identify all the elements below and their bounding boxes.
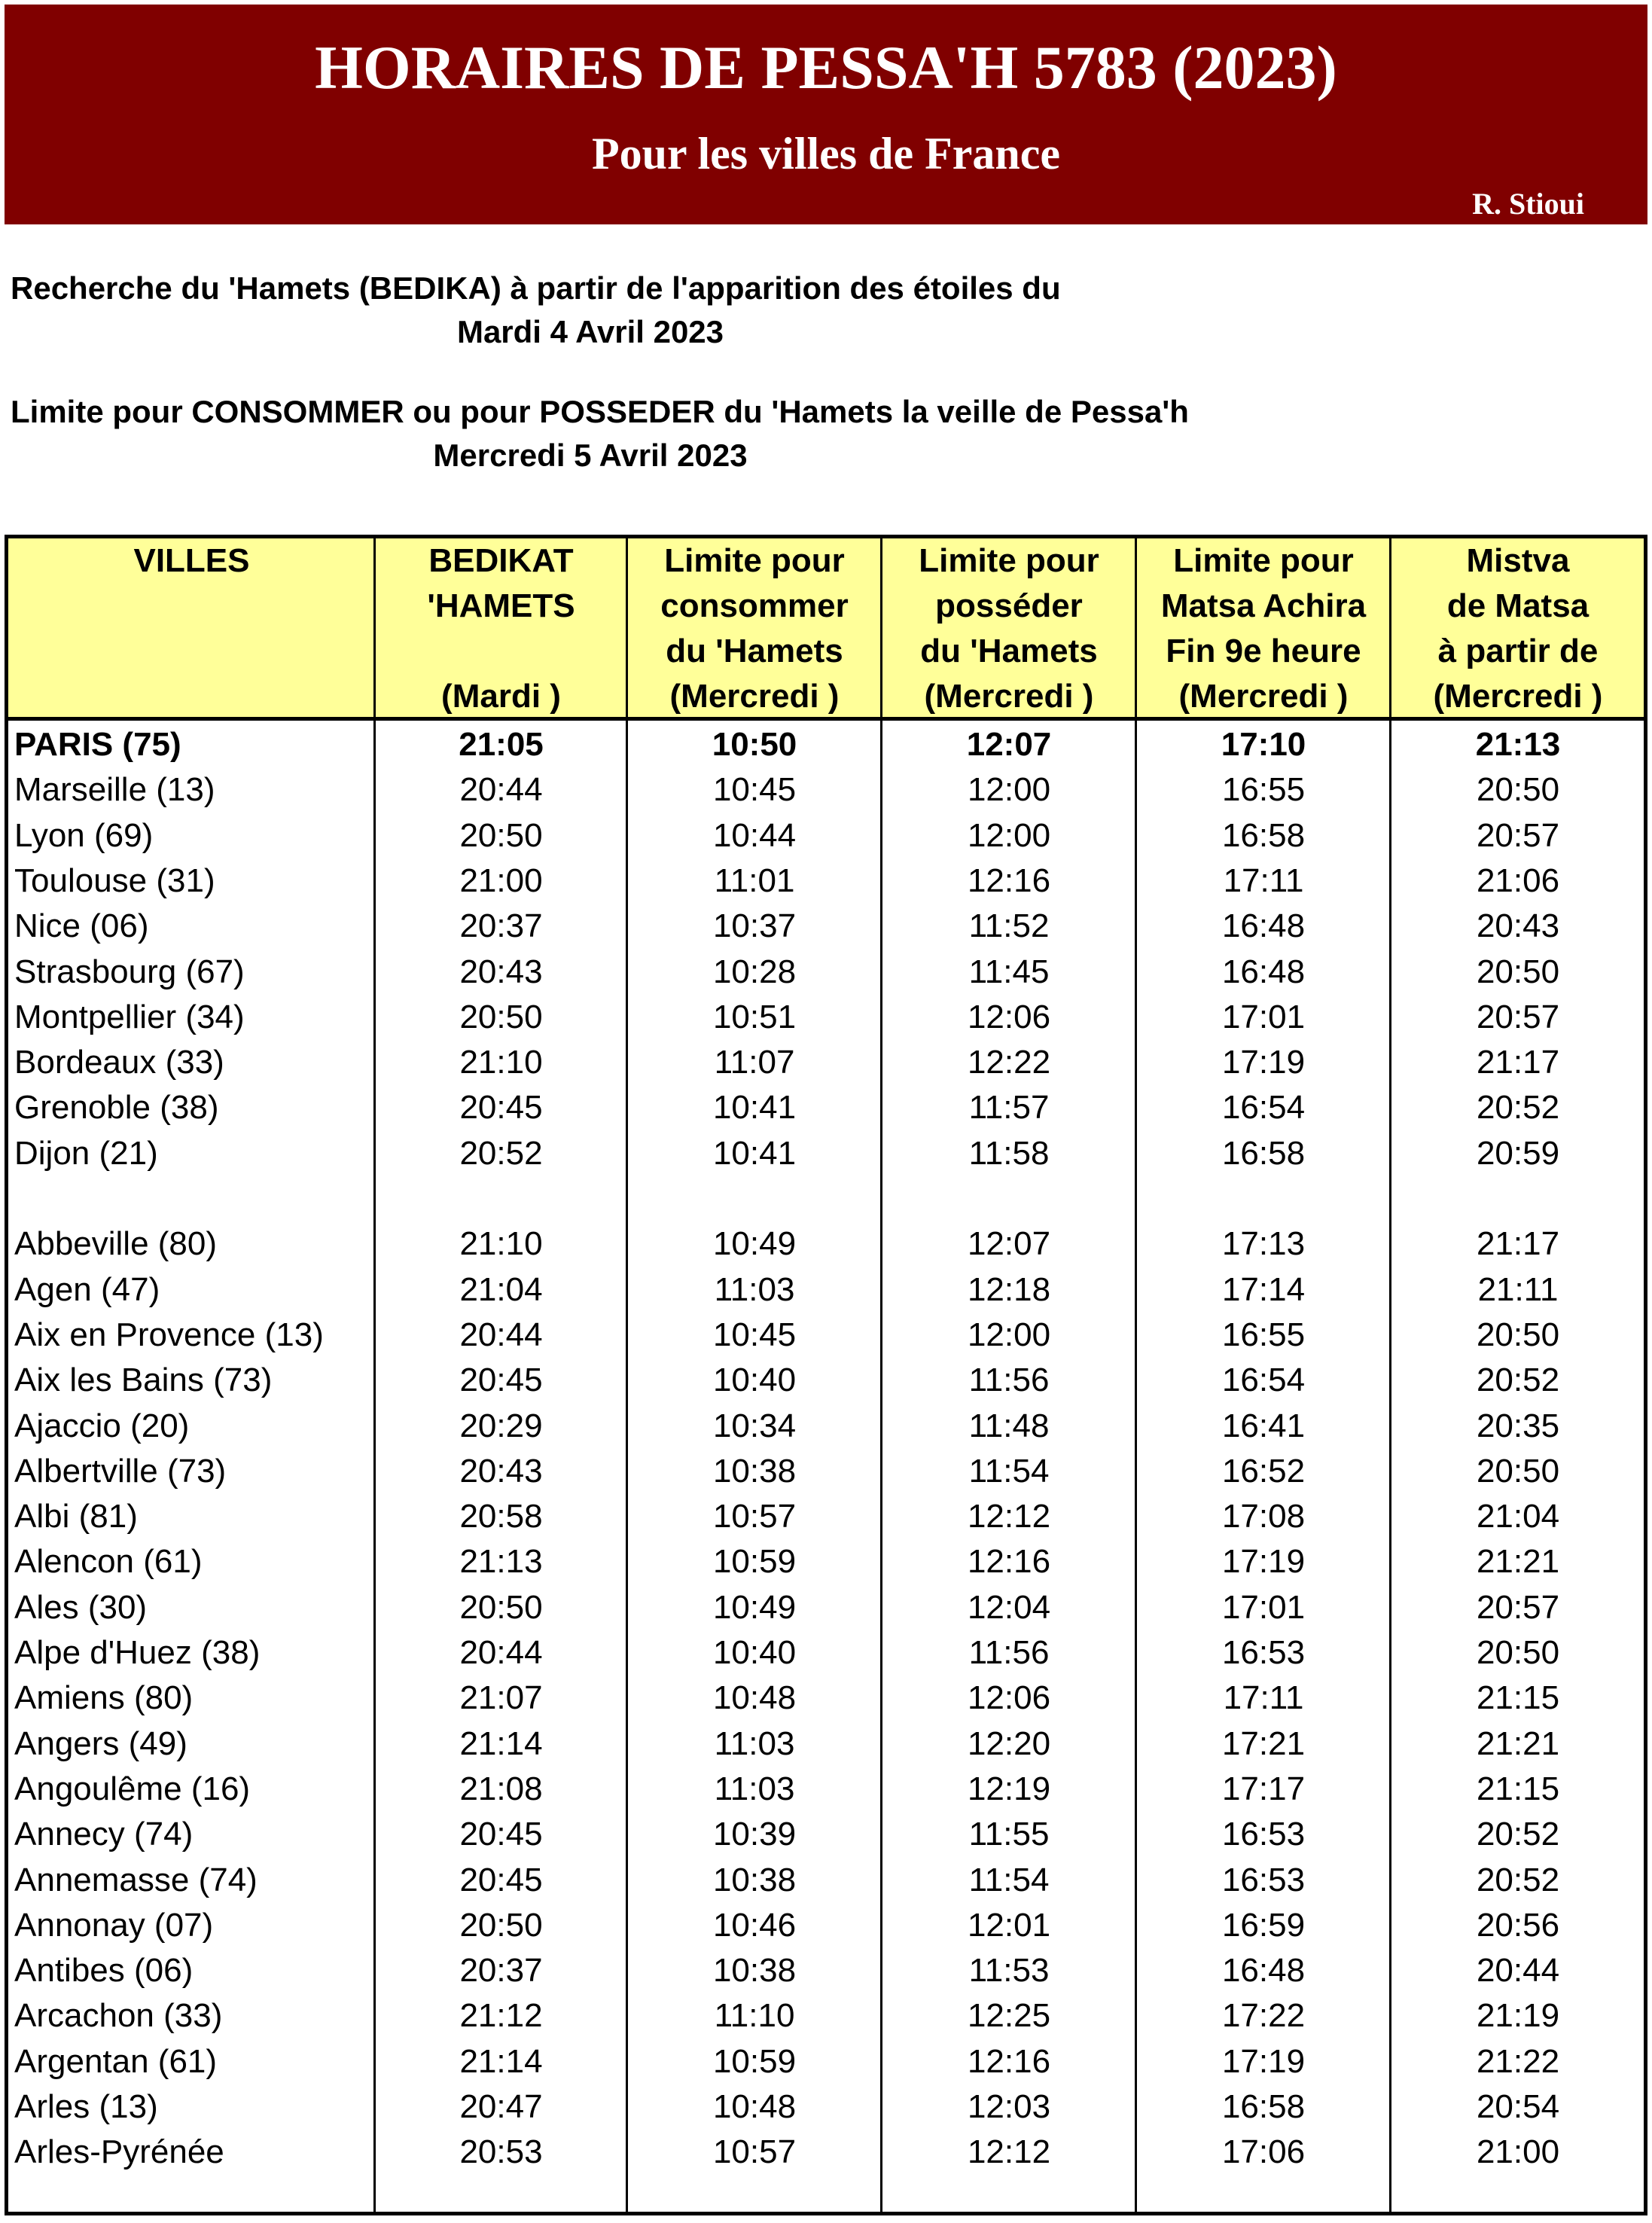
time-matsa-achira: 16:55 (1221, 1316, 1306, 1353)
time-mitsva-matsa: 20:54 (1476, 2088, 1560, 2125)
time-mitsva-matsa: 21:15 (1476, 1679, 1560, 1717)
time-limite-consommer: 11:10 (714, 1997, 795, 2035)
time-mitsva-matsa: 20:52 (1476, 1816, 1560, 1853)
table-row (8, 813, 1644, 858)
table-row (8, 767, 1644, 813)
city-name: Ajaccio (20) (14, 1407, 190, 1444)
time-limite-consommer: 11:07 (714, 1044, 795, 1081)
time-limite-posseder: 12:12 (967, 2133, 1051, 2171)
time-mitsva-matsa: 21:17 (1476, 1044, 1560, 1081)
bedika-intro-date: Mardi 4 Avril 2023 (456, 314, 724, 349)
column-divider (1389, 538, 1391, 2212)
time-matsa-achira: 16:53 (1221, 1634, 1306, 1671)
city-name: Angers (49) (14, 1724, 187, 1762)
time-limite-consommer: 10:59 (712, 2042, 797, 2080)
time-limite-consommer: 10:57 (712, 2133, 797, 2171)
time-mitsva-matsa: 20:50 (1476, 1452, 1560, 1490)
column-header-line: de Matsa (1446, 587, 1590, 624)
time-mitsva-matsa: 20:35 (1476, 1407, 1560, 1444)
limit-intro-text: Limite pour CONSOMMER ou pour POSSEDER du 'Hamets la veille de Pessa'h (11, 394, 1189, 429)
time-matsa-achira: 17:22 (1221, 1997, 1306, 2035)
time-bedikat-hamets: 21:14 (459, 1724, 543, 1762)
column-header-line: Limite pour (919, 542, 1099, 579)
table-header (8, 538, 1644, 721)
time-limite-posseder: 11:56 (968, 1634, 1050, 1671)
time-limite-posseder: 11:52 (968, 907, 1050, 945)
time-bedikat-hamets: 20:44 (459, 1634, 543, 1671)
time-limite-posseder: 12:16 (967, 2042, 1051, 2080)
time-matsa-achira: 16:58 (1221, 2088, 1306, 2125)
time-mitsva-matsa: 20:44 (1476, 1952, 1560, 1990)
time-matsa-achira: 17:08 (1221, 1498, 1306, 1535)
timetable (5, 535, 1647, 2215)
table-row (8, 1085, 1644, 1130)
time-bedikat-hamets: 21:10 (459, 1225, 543, 1263)
table-row (8, 1767, 1644, 1812)
time-limite-posseder: 11:45 (968, 953, 1050, 990)
time-limite-posseder: 11:53 (968, 1952, 1050, 1990)
time-limite-consommer: 10:40 (712, 1362, 797, 1399)
time-limite-consommer: 11:01 (714, 861, 795, 899)
time-matsa-achira: 17:10 (1221, 726, 1306, 763)
time-mitsva-matsa: 20:50 (1476, 953, 1560, 990)
time-limite-consommer: 10:38 (712, 1452, 797, 1490)
time-matsa-achira: 16:52 (1221, 1452, 1306, 1490)
column-divider (1135, 538, 1137, 2212)
column-header-line: consommer (660, 587, 849, 624)
time-limite-posseder: 12:07 (966, 726, 1052, 763)
time-bedikat-hamets: 20:58 (459, 1498, 543, 1535)
time-bedikat-hamets: 20:47 (459, 2088, 543, 2125)
table-row (8, 1131, 1644, 1176)
time-matsa-achira: 16:59 (1221, 1906, 1306, 1944)
table-row (8, 1903, 1644, 1948)
city-name: Antibes (06) (14, 1952, 194, 1990)
time-bedikat-hamets: 21:10 (459, 1044, 543, 1081)
table-row (8, 1404, 1644, 1449)
column-header-line: BEDIKAT (428, 542, 574, 579)
time-matsa-achira: 16:48 (1221, 953, 1306, 990)
time-bedikat-hamets: 20:37 (459, 907, 543, 945)
table-row (8, 1539, 1644, 1584)
table-row (8, 2130, 1644, 2175)
table-row (8, 722, 1644, 767)
city-name: Aix en Provence (13) (14, 1316, 324, 1353)
city-name: Argentan (61) (14, 2042, 218, 2080)
table-row (8, 1721, 1644, 1767)
time-bedikat-hamets: 20:44 (459, 1316, 543, 1353)
time-matsa-achira: 16:58 (1221, 816, 1306, 854)
time-mitsva-matsa: 21:22 (1476, 2042, 1560, 2080)
time-mitsva-matsa: 21:19 (1476, 1997, 1560, 2035)
time-limite-posseder: 11:56 (968, 1362, 1050, 1399)
time-limite-consommer: 10:38 (712, 1952, 797, 1990)
table-row (8, 1313, 1644, 1358)
time-limite-consommer: 10:59 (712, 1543, 797, 1581)
time-limite-posseder: 12:00 (967, 816, 1051, 854)
column-header-matsa-achira (1136, 538, 1391, 717)
limit-intro (11, 390, 1230, 477)
column-header-bedikat-hamets (375, 538, 627, 717)
time-matsa-achira: 17:11 (1223, 861, 1304, 899)
time-bedikat-hamets: 20:43 (459, 1452, 543, 1490)
city-name: Aix les Bains (73) (14, 1362, 273, 1399)
city-name: Alpe d'Huez (38) (14, 1634, 261, 1671)
time-matsa-achira: 16:58 (1221, 1134, 1306, 1172)
time-mitsva-matsa: 20:50 (1476, 1316, 1560, 1353)
time-limite-posseder: 12:06 (967, 998, 1051, 1035)
time-limite-consommer: 10:48 (712, 1679, 797, 1717)
time-matsa-achira: 17:19 (1221, 1543, 1306, 1581)
table-row (8, 1449, 1644, 1494)
time-limite-posseder: 12:20 (967, 1724, 1051, 1762)
time-limite-posseder: 11:54 (968, 1861, 1050, 1898)
city-name: Lyon (69) (14, 816, 154, 854)
city-name: Bordeaux (33) (14, 1044, 224, 1081)
time-matsa-achira: 17:19 (1221, 2042, 1306, 2080)
time-mitsva-matsa: 21:04 (1476, 1498, 1560, 1535)
bedika-intro (11, 267, 1170, 354)
table-row (8, 1630, 1644, 1676)
time-limite-consommer: 10:45 (712, 771, 797, 809)
time-limite-consommer: 10:37 (712, 907, 797, 945)
table-row (8, 1267, 1644, 1313)
time-bedikat-hamets: 20:50 (459, 816, 543, 854)
time-limite-consommer: 11:03 (714, 1270, 795, 1308)
time-mitsva-matsa: 20:59 (1476, 1134, 1560, 1172)
table-row (8, 1993, 1644, 2039)
city-name: Arles-Pyrénée (14, 2133, 224, 2171)
time-bedikat-hamets: 20:44 (459, 771, 543, 809)
time-limite-posseder: 12:04 (967, 1588, 1051, 1626)
time-mitsva-matsa: 20:56 (1476, 1906, 1560, 1944)
column-header-day: (Mercredi ) (924, 678, 1094, 715)
time-matsa-achira: 16:41 (1221, 1407, 1306, 1444)
time-limite-posseder: 12:19 (967, 1770, 1051, 1807)
time-limite-consommer: 10:49 (712, 1225, 797, 1263)
time-limite-consommer: 10:57 (712, 1498, 797, 1535)
author-credit: R. Stioui (1472, 187, 1584, 221)
city-name: Agen (47) (14, 1270, 160, 1308)
time-limite-posseder: 12:18 (967, 1270, 1051, 1308)
time-limite-consommer: 10:49 (712, 1588, 797, 1626)
time-matsa-achira: 16:54 (1221, 1089, 1306, 1127)
time-limite-consommer: 10:44 (712, 816, 797, 854)
city-name: Toulouse (31) (14, 861, 215, 899)
time-bedikat-hamets: 20:53 (459, 2133, 543, 2171)
time-matsa-achira: 17:06 (1221, 2133, 1306, 2171)
time-limite-posseder: 12:03 (967, 2088, 1051, 2125)
column-header-line: posséder (935, 587, 1083, 624)
time-limite-consommer: 10:50 (712, 726, 797, 763)
time-limite-consommer: 10:48 (712, 2088, 797, 2125)
city-name: Montpellier (34) (14, 998, 245, 1035)
time-mitsva-matsa: 21:06 (1476, 861, 1560, 899)
city-name: Abbeville (80) (14, 1225, 218, 1263)
time-bedikat-hamets: 21:12 (459, 1997, 543, 2035)
city-name: Dijon (21) (14, 1134, 158, 1172)
time-bedikat-hamets: 21:08 (459, 1770, 543, 1807)
city-name: Strasbourg (67) (14, 953, 245, 990)
time-limite-posseder: 12:00 (967, 1316, 1051, 1353)
column-header-limite-posseder (882, 538, 1136, 717)
time-matsa-achira: 17:01 (1221, 998, 1306, 1035)
page-title: HORAIRES DE PESSA'H 5783 (2023) (315, 33, 1337, 102)
column-header-line: Limite pour (664, 542, 845, 579)
time-limite-posseder: 12:00 (967, 771, 1051, 809)
time-limite-consommer: 10:41 (712, 1089, 797, 1127)
time-limite-consommer: 10:46 (712, 1906, 797, 1944)
time-mitsva-matsa: 20:52 (1476, 1861, 1560, 1898)
time-limite-posseder: 12:01 (967, 1906, 1051, 1944)
time-limite-posseder: 12:16 (967, 1543, 1051, 1581)
time-mitsva-matsa: 21:15 (1476, 1770, 1560, 1807)
bedika-intro-text: Recherche du 'Hamets (BEDIKA) à partir de l'apparition des étoiles du (11, 270, 1061, 306)
time-bedikat-hamets: 20:29 (459, 1407, 543, 1444)
table-row (8, 1221, 1644, 1267)
time-matsa-achira: 17:19 (1221, 1044, 1306, 1081)
city-name: Albi (81) (14, 1498, 138, 1535)
city-name: Amiens (80) (14, 1679, 194, 1717)
city-name: PARIS (75) (14, 726, 181, 763)
column-divider (880, 538, 882, 2212)
column-header-line: Fin 9e heure (1166, 633, 1361, 669)
table-row (8, 1040, 1644, 1085)
time-limite-consommer: 10:45 (712, 1316, 797, 1353)
time-limite-posseder: 12:06 (967, 1679, 1051, 1717)
column-header-limite-consommer (627, 538, 882, 717)
table-row (8, 1676, 1644, 1721)
time-limite-consommer: 10:28 (712, 953, 797, 990)
column-header-line: VILLES (133, 542, 250, 579)
time-bedikat-hamets: 20:45 (459, 1089, 543, 1127)
time-bedikat-hamets: 21:00 (459, 861, 543, 899)
time-mitsva-matsa: 21:00 (1476, 2133, 1560, 2171)
time-limite-posseder: 12:07 (967, 1225, 1051, 1263)
time-matsa-achira: 16:53 (1221, 1816, 1306, 1853)
time-bedikat-hamets: 21:14 (459, 2042, 543, 2080)
table-row (8, 1812, 1644, 1857)
time-bedikat-hamets: 20:45 (459, 1816, 543, 1853)
time-bedikat-hamets: 20:37 (459, 1952, 543, 1990)
time-bedikat-hamets: 20:43 (459, 953, 543, 990)
time-matsa-achira: 16:48 (1221, 1952, 1306, 1990)
table-row (8, 2084, 1644, 2130)
table-row (8, 904, 1644, 949)
time-bedikat-hamets: 20:52 (459, 1134, 543, 1172)
time-limite-posseder: 11:57 (968, 1089, 1050, 1127)
time-bedikat-hamets: 20:50 (459, 1906, 543, 1944)
column-header-line: 'HAMETS (427, 587, 575, 624)
time-matsa-achira: 16:48 (1221, 907, 1306, 945)
city-name: Albertville (73) (14, 1452, 227, 1490)
time-mitsva-matsa: 20:52 (1476, 1089, 1560, 1127)
time-matsa-achira: 17:13 (1221, 1225, 1306, 1263)
column-header-line: du 'Hamets (920, 633, 1098, 669)
time-matsa-achira: 17:21 (1221, 1724, 1306, 1762)
time-mitsva-matsa: 20:57 (1476, 998, 1560, 1035)
column-header-day: (Mercredi ) (1433, 678, 1603, 715)
table-row (8, 1858, 1644, 1903)
column-header-line: à partir de (1437, 633, 1599, 669)
title-banner (5, 5, 1647, 224)
time-mitsva-matsa: 20:43 (1476, 907, 1560, 945)
time-mitsva-matsa: 21:21 (1476, 1724, 1560, 1762)
time-limite-consommer: 10:41 (712, 1134, 797, 1172)
city-name: Alencon (61) (14, 1543, 203, 1581)
time-mitsva-matsa: 21:21 (1476, 1543, 1560, 1581)
table-row (8, 2039, 1644, 2084)
city-name: Annemasse (74) (14, 1861, 258, 1898)
city-name: Annecy (74) (14, 1816, 194, 1853)
limit-intro-date: Mercredi 5 Avril 2023 (433, 438, 748, 473)
column-header-day: (Mardi ) (441, 678, 561, 715)
table-row (8, 1585, 1644, 1630)
time-limite-posseder: 11:55 (968, 1816, 1050, 1853)
time-bedikat-hamets: 20:50 (459, 998, 543, 1035)
column-header-villes (8, 538, 375, 717)
time-matsa-achira: 17:11 (1223, 1679, 1304, 1717)
column-header-mitsva-matsa (1391, 538, 1645, 717)
table-row (8, 1358, 1644, 1403)
column-header-day: (Mercredi ) (1178, 678, 1349, 715)
column-header-line: Matsa Achira (1160, 587, 1367, 624)
time-matsa-achira: 16:54 (1221, 1362, 1306, 1399)
time-matsa-achira: 16:55 (1221, 771, 1306, 809)
time-mitsva-matsa: 21:13 (1475, 726, 1561, 763)
city-name: Annonay (07) (14, 1906, 214, 1944)
time-limite-posseder: 12:16 (967, 861, 1051, 899)
time-limite-consommer: 10:40 (712, 1634, 797, 1671)
time-limite-posseder: 11:54 (968, 1452, 1050, 1490)
time-mitsva-matsa: 20:50 (1476, 771, 1560, 809)
time-limite-posseder: 11:48 (968, 1407, 1050, 1444)
time-mitsva-matsa: 20:57 (1476, 1588, 1560, 1626)
time-limite-posseder: 12:25 (967, 1997, 1051, 2035)
time-matsa-achira: 17:17 (1221, 1770, 1306, 1807)
time-bedikat-hamets: 20:45 (459, 1362, 543, 1399)
time-matsa-achira: 17:01 (1221, 1588, 1306, 1626)
column-divider (626, 538, 628, 2212)
time-matsa-achira: 17:14 (1221, 1270, 1306, 1308)
time-limite-consommer: 10:34 (712, 1407, 797, 1444)
table-row (8, 858, 1644, 904)
time-bedikat-hamets: 21:05 (459, 726, 544, 763)
column-header-line: Mistva (1466, 542, 1570, 579)
time-bedikat-hamets: 20:50 (459, 1588, 543, 1626)
city-name: Marseille (13) (14, 771, 215, 809)
page-subtitle: Pour les villes de France (591, 129, 1061, 178)
time-mitsva-matsa: 20:50 (1476, 1634, 1560, 1671)
time-limite-consommer: 10:51 (712, 998, 797, 1035)
time-limite-posseder: 12:12 (967, 1498, 1051, 1535)
time-bedikat-hamets: 21:04 (459, 1270, 543, 1308)
column-header-line: Limite pour (1173, 542, 1354, 579)
time-limite-posseder: 12:22 (967, 1044, 1051, 1081)
table-row (8, 995, 1644, 1040)
table-row (8, 950, 1644, 995)
time-bedikat-hamets: 21:07 (459, 1679, 543, 1717)
city-name: Nice (06) (14, 907, 149, 945)
table-row (8, 1494, 1644, 1539)
time-mitsva-matsa: 21:17 (1476, 1225, 1560, 1263)
time-mitsva-matsa: 20:57 (1476, 816, 1560, 854)
time-bedikat-hamets: 21:13 (459, 1543, 543, 1581)
time-limite-consommer: 11:03 (714, 1770, 795, 1807)
column-header-line: du 'Hamets (666, 633, 843, 669)
city-name: Arcachon (33) (14, 1997, 223, 2035)
city-name: Arles (13) (14, 2088, 158, 2125)
column-divider (373, 538, 376, 2212)
column-header-day: (Mercredi ) (669, 678, 840, 715)
time-limite-posseder: 11:58 (968, 1134, 1050, 1172)
time-limite-consommer: 11:03 (714, 1724, 795, 1762)
city-name: Angoulême (16) (14, 1770, 251, 1807)
time-bedikat-hamets: 20:45 (459, 1861, 543, 1898)
time-mitsva-matsa: 20:52 (1476, 1362, 1560, 1399)
city-name: Grenoble (38) (14, 1089, 219, 1127)
time-limite-consommer: 10:38 (712, 1861, 797, 1898)
time-mitsva-matsa: 21:11 (1477, 1270, 1559, 1308)
time-matsa-achira: 16:53 (1221, 1861, 1306, 1898)
table-row (8, 1948, 1644, 1993)
city-name: Ales (30) (14, 1588, 148, 1626)
time-limite-consommer: 10:39 (712, 1816, 797, 1853)
